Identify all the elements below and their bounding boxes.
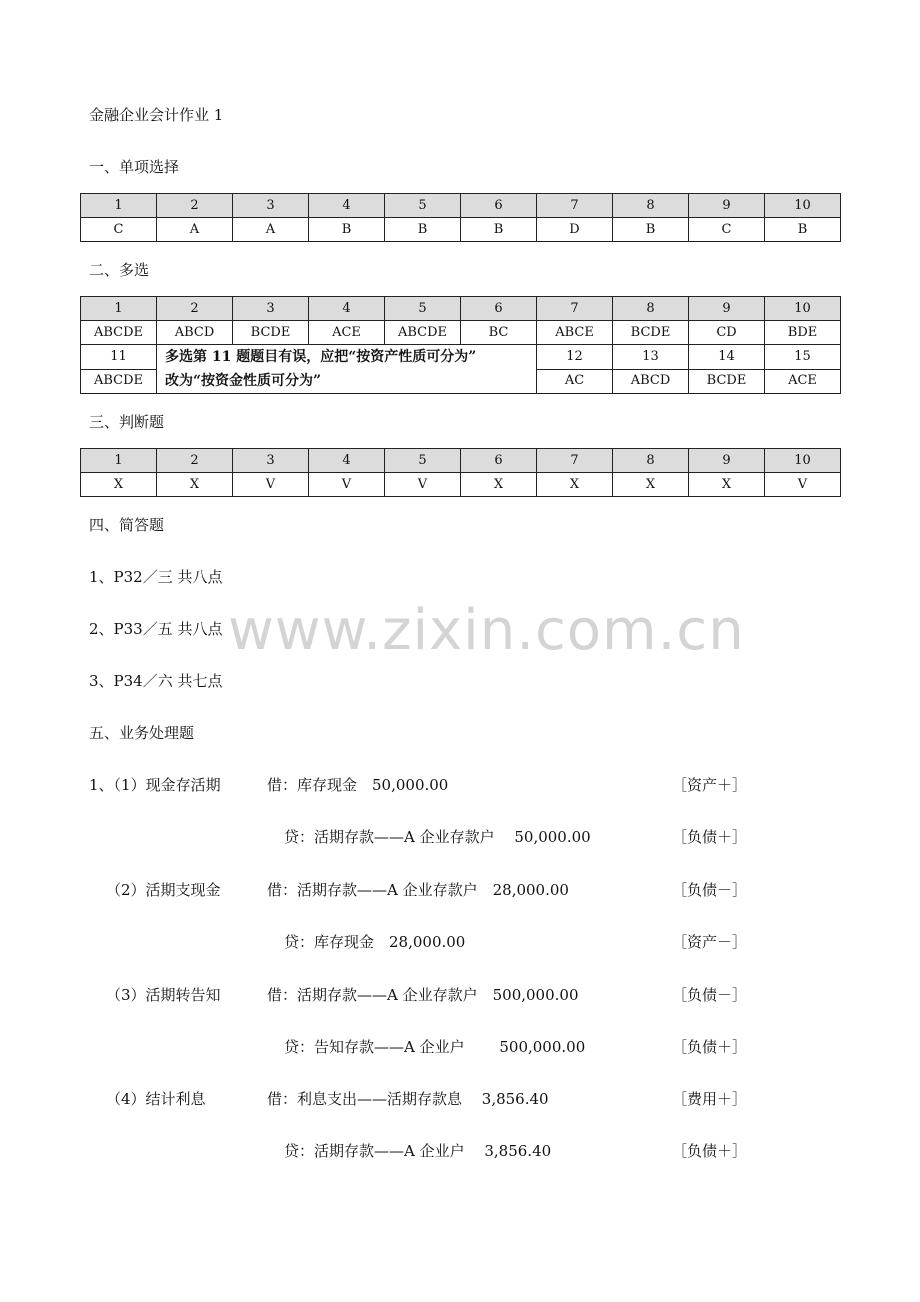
true-false-table <box>80 448 841 497</box>
answer-cell: B <box>385 218 461 242</box>
question-number: 7 <box>537 194 613 218</box>
account-tag: ［资产－］ <box>672 933 748 951</box>
answer-cell: BCDE <box>613 321 689 345</box>
question-number: 7 <box>537 449 613 473</box>
entry-label: 1、（1）现金存活期 <box>89 776 221 794</box>
question-number: 2 <box>157 297 233 321</box>
question-number: 5 <box>385 194 461 218</box>
question-number: 13 <box>613 345 689 370</box>
answer-cell: C <box>81 218 157 242</box>
entry-label: （2）活期支现金 <box>106 881 221 899</box>
answer-cell: ABCDE <box>81 321 157 345</box>
question-number: 7 <box>537 297 613 321</box>
table-row <box>81 345 841 370</box>
answer-cell: V <box>765 473 841 497</box>
question-number: 9 <box>689 194 765 218</box>
question-number: 6 <box>461 449 537 473</box>
table-row <box>81 321 841 345</box>
answer-cell: B <box>461 218 537 242</box>
question-number: 3 <box>233 297 309 321</box>
table-row <box>81 449 841 473</box>
answer-cell: V <box>233 473 309 497</box>
answer-cell: X <box>613 473 689 497</box>
answer-cell: V <box>385 473 461 497</box>
question-number: 12 <box>537 345 613 370</box>
answer-cell: A <box>233 218 309 242</box>
account-tag: ［负债－］ <box>672 881 748 899</box>
question-number: 8 <box>613 297 689 321</box>
section-true-false: 三、判断题 <box>89 413 165 431</box>
answer-cell: X <box>537 473 613 497</box>
question-number: 1 <box>81 194 157 218</box>
table-row <box>81 297 841 321</box>
question-number: 14 <box>689 345 765 370</box>
answer-cell: ACE <box>765 369 841 394</box>
question-number: 6 <box>461 297 537 321</box>
correction-note-line-1: 多选第 11 题题目有误，应把“按资产性质可分为” <box>165 349 477 365</box>
answer-cell: B <box>765 218 841 242</box>
question-number: 3 <box>233 194 309 218</box>
answer-cell: X <box>461 473 537 497</box>
answer-cell: BCDE <box>689 369 765 394</box>
question-number: 9 <box>689 297 765 321</box>
page-title: 金融企业会计作业 1 <box>89 106 224 124</box>
question-number: 1 <box>81 297 157 321</box>
answer-cell: V <box>309 473 385 497</box>
question-number: 15 <box>765 345 841 370</box>
table-row <box>81 218 841 242</box>
question-number: 5 <box>385 297 461 321</box>
answer-cell: D <box>537 218 613 242</box>
section-short-answer: 四、简答题 <box>89 516 165 534</box>
entry-label: （4）结计利息 <box>106 1090 206 1108</box>
question-number: 2 <box>157 194 233 218</box>
question-number: 4 <box>309 194 385 218</box>
answer-cell: CD <box>689 321 765 345</box>
answer-cell: X <box>157 473 233 497</box>
answer-cell: BDE <box>765 321 841 345</box>
question-number: 2 <box>157 449 233 473</box>
answer-cell: BCDE <box>233 321 309 345</box>
single-choice-table <box>80 193 841 242</box>
debit-line: 借：活期存款——A 企业存款户 28,000.00 <box>267 881 569 899</box>
account-tag: ［负债＋］ <box>672 1142 748 1160</box>
question-number: 4 <box>309 297 385 321</box>
answer-cell: BC <box>461 321 537 345</box>
answer-cell: B <box>613 218 689 242</box>
answer-cell: ABCD <box>613 369 689 394</box>
answer-cell: B <box>309 218 385 242</box>
section-single-choice: 一、单项选择 <box>89 158 180 176</box>
account-tag: ［负债＋］ <box>672 1038 748 1056</box>
question-number: 11 <box>81 345 157 370</box>
question-number: 6 <box>461 194 537 218</box>
answer-cell: X <box>689 473 765 497</box>
answer-cell: C <box>689 218 765 242</box>
account-tag: ［费用＋］ <box>672 1090 748 1108</box>
table-row <box>81 194 841 218</box>
question-number: 10 <box>765 297 841 321</box>
answer-cell: ABCD <box>157 321 233 345</box>
table-row <box>81 473 841 497</box>
credit-line: 贷：活期存款——A 企业存款户 50,000.00 <box>284 828 591 846</box>
section-business: 五、业务处理题 <box>89 724 195 742</box>
answer-cell: AC <box>537 369 613 394</box>
answer-cell: X <box>81 473 157 497</box>
answer-cell: ACE <box>309 321 385 345</box>
account-tag: ［负债＋］ <box>672 828 748 846</box>
question-number: 8 <box>613 449 689 473</box>
question-number: 3 <box>233 449 309 473</box>
question-number: 5 <box>385 449 461 473</box>
multi-choice-table <box>80 296 841 394</box>
debit-line: 借：库存现金 50,000.00 <box>267 776 449 794</box>
answer-cell: A <box>157 218 233 242</box>
watermark: www.zixin.com.cn <box>228 598 745 663</box>
debit-line: 借：活期存款——A 企业存款户 500,000.00 <box>267 986 579 1004</box>
question-number: 8 <box>613 194 689 218</box>
answer-cell: ABCE <box>537 321 613 345</box>
correction-note-line-2: 改为“按资金性质可分为” <box>165 373 322 389</box>
credit-line: 贷：告知存款——A 企业户 500,000.00 <box>284 1038 586 1056</box>
short-answer-item: 2、P33／五 共八点 <box>89 620 223 638</box>
credit-line: 贷：活期存款——A 企业户 3,856.40 <box>284 1142 552 1160</box>
question-number: 4 <box>309 449 385 473</box>
correction-note <box>157 345 537 394</box>
question-number: 9 <box>689 449 765 473</box>
answer-cell: ABCDE <box>81 369 157 394</box>
answer-cell: ABCDE <box>385 321 461 345</box>
debit-line: 借：利息支出——活期存款息 3,856.40 <box>267 1090 549 1108</box>
question-number: 10 <box>765 449 841 473</box>
short-answer-item: 3、P34／六 共七点 <box>89 672 223 690</box>
question-number: 1 <box>81 449 157 473</box>
credit-line: 贷：库存现金 28,000.00 <box>284 933 466 951</box>
account-tag: ［负债－］ <box>672 986 748 1004</box>
account-tag: ［资产＋］ <box>672 776 748 794</box>
short-answer-item: 1、P32／三 共八点 <box>89 568 223 586</box>
section-multi-choice: 二、多选 <box>89 261 150 279</box>
entry-label: （3）活期转告知 <box>106 986 221 1004</box>
question-number: 10 <box>765 194 841 218</box>
